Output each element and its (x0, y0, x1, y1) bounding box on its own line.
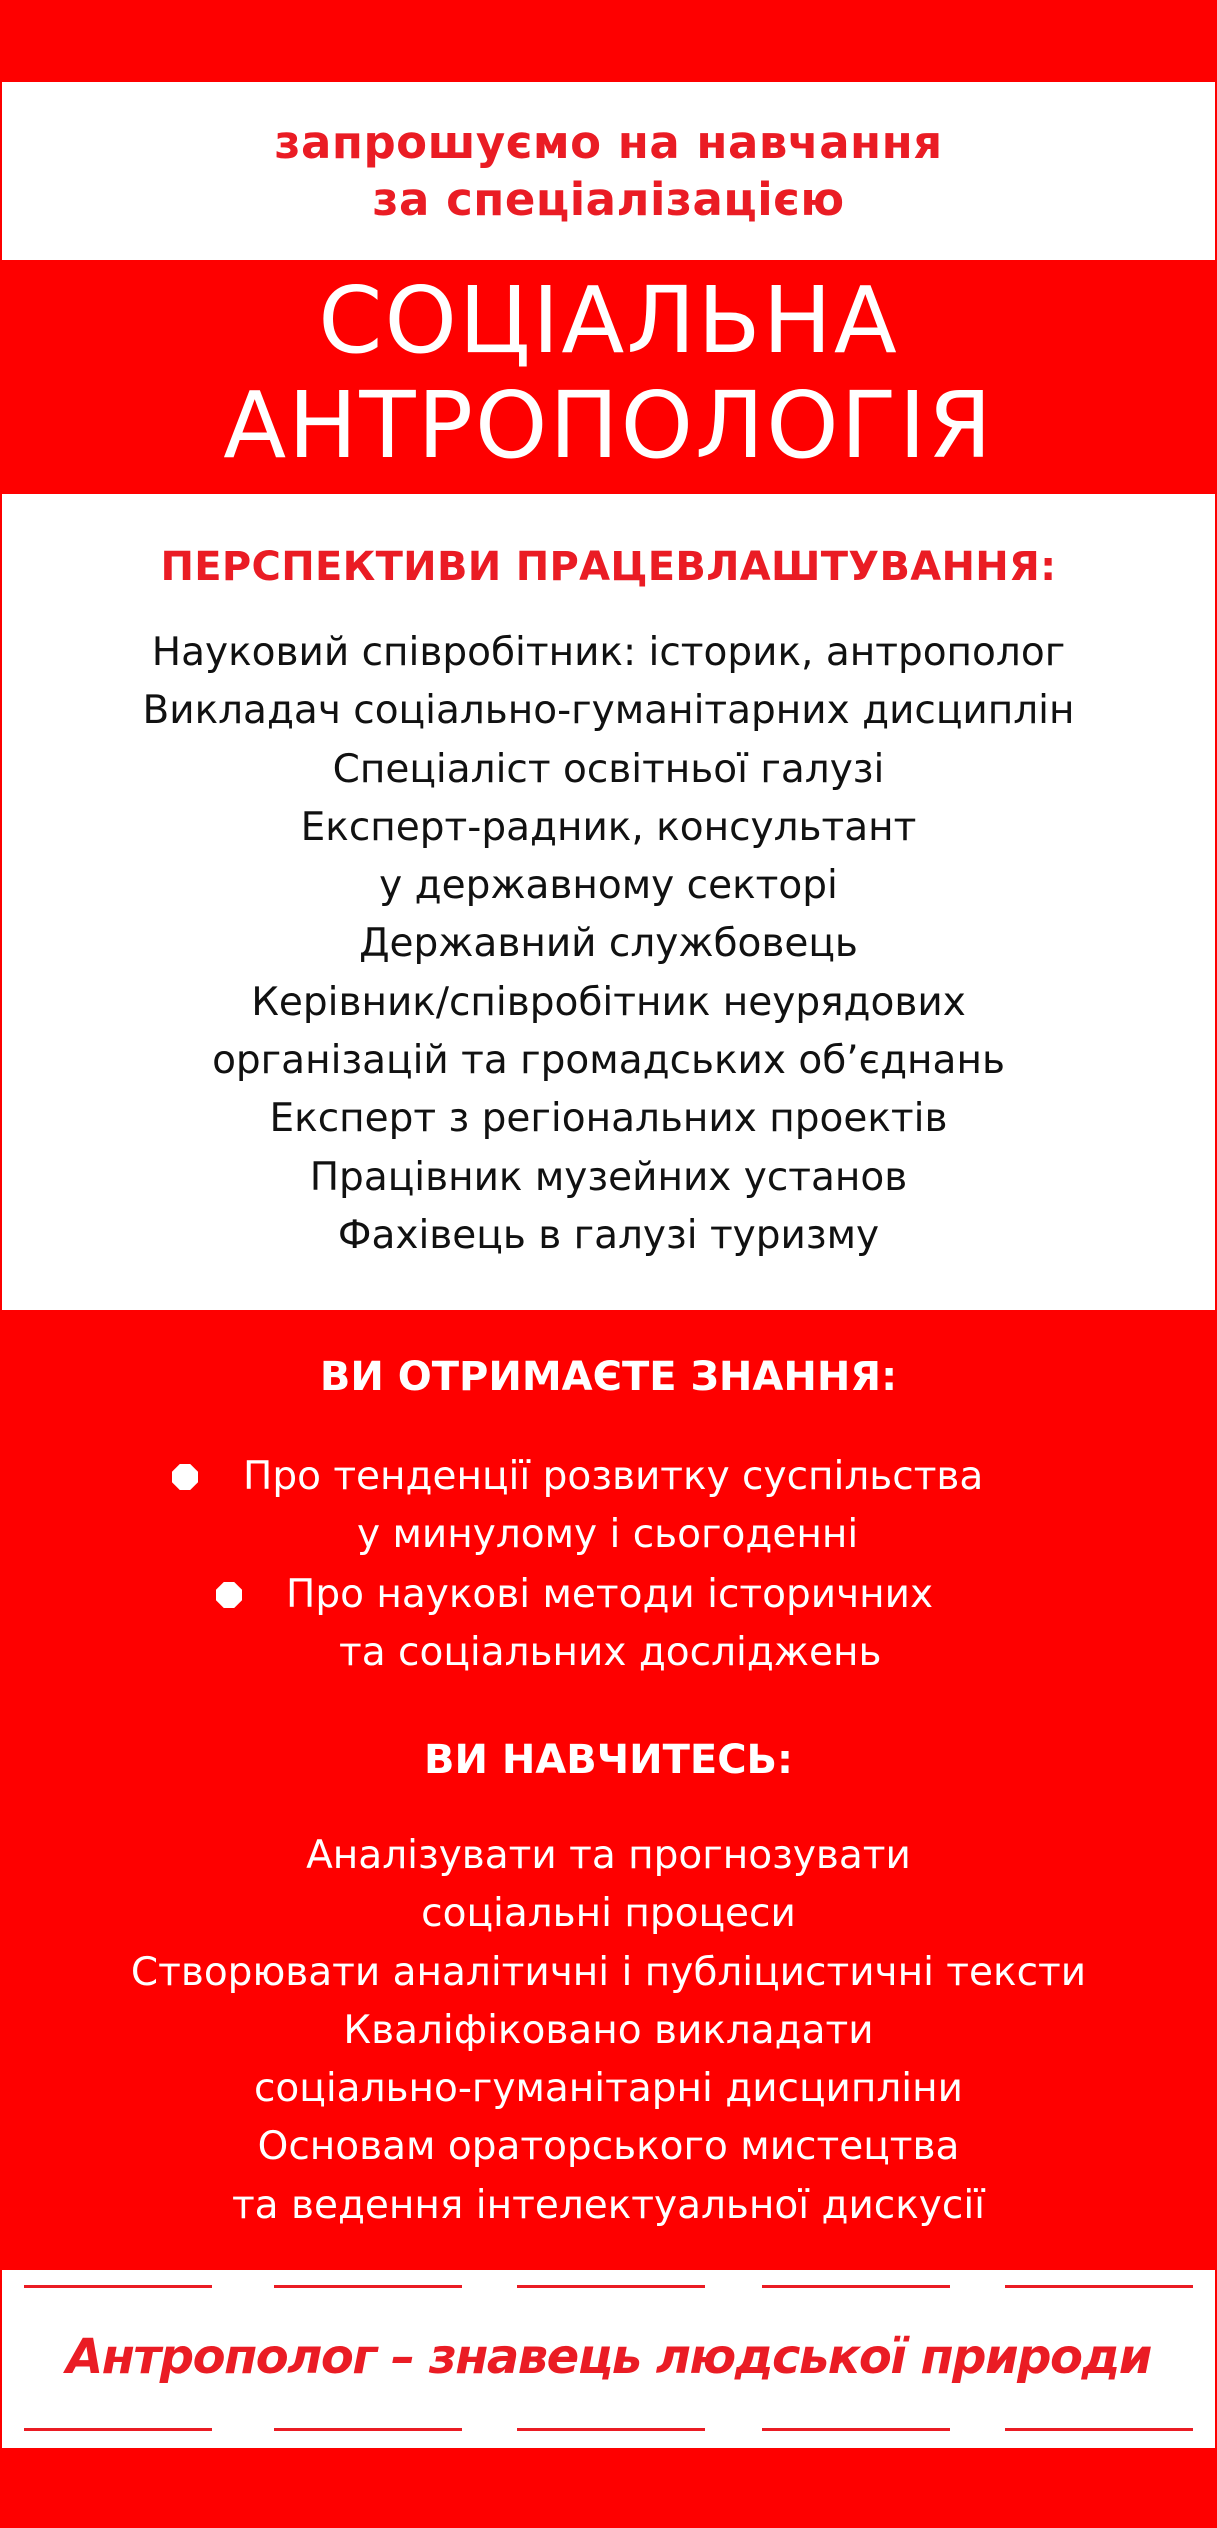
bottom-divider-dash (1005, 2428, 1193, 2431)
knowledge-item-line-2: та соціальних досліджень (339, 1630, 882, 1675)
bullet-icon (216, 1582, 242, 1608)
top-divider-dash (762, 2285, 950, 2288)
skill-line: соціально-гуманітарні дисципліни (253, 2066, 963, 2112)
knowledge-item-line-2: у минулому і сьогоденні (357, 1512, 859, 1557)
career-line: Експерт з регіональних проектів (269, 1096, 948, 1142)
bottom-divider-dash (762, 2428, 950, 2431)
skills-heading: ВИ НАВЧИТЕСЬ: (423, 1737, 794, 1783)
skill-line: Аналізувати та прогнозувати (306, 1833, 911, 1878)
bottom-divider-dash (24, 2428, 212, 2431)
careers-panel (2, 494, 1215, 1310)
knowledge-item-line-1: Про наукові методи історичних (286, 1572, 934, 1617)
bottom-divider-dash (517, 2428, 705, 2431)
careers-list (2, 624, 1215, 1265)
slogan: Антрополог – знавець людської природи (66, 2329, 1151, 2385)
skill-line: та ведення інтелектуальної дискусії (231, 2182, 986, 2228)
career-line: Державний службовець (359, 921, 858, 967)
skill-line: Кваліфіковано викладати (343, 2007, 874, 2053)
bottom-divider-dash (274, 2428, 462, 2431)
specialization-title (0, 268, 1217, 478)
career-line: Фахівець в галузі туризму (337, 1212, 880, 1258)
slogan-panel (2, 2270, 1215, 2448)
top-divider-dash (517, 2285, 705, 2288)
knowledge-heading: ВИ ОТРИМАЄТЕ ЗНАННЯ: (319, 1354, 898, 1400)
skills-list (0, 1827, 1217, 2235)
invite-line-2: за спеціалізацією (372, 173, 845, 226)
career-line: Спеціаліст освітньої галузі (332, 746, 885, 792)
invite-panel (2, 82, 1215, 260)
career-line: організацій та громадських об’єднань (212, 1038, 1005, 1084)
career-line: Експерт-радник, консультант (300, 804, 917, 850)
bullet-icon (172, 1464, 198, 1490)
skill-line: Основам ораторського мистецтва (257, 2124, 960, 2170)
skill-line: соціальні процеси (421, 1891, 796, 1937)
invite-line-1: запрошуємо на навчання (274, 116, 943, 169)
top-divider-dash (1005, 2285, 1193, 2288)
skill-line: Створювати аналітичні і публіцистичні тексти (130, 1949, 1087, 1995)
title-line-1: СОЦІАЛЬНА (318, 267, 899, 374)
career-line: Працівник музейних установ (309, 1154, 908, 1200)
career-line: Викладач соціально-гуманітарних дисциплін (142, 688, 1075, 734)
career-line: Керівник/співробітник неурядових (251, 979, 966, 1025)
top-divider-dash (24, 2285, 212, 2288)
knowledge-item-line-1: Про тенденції розвитку суспільства (243, 1454, 984, 1499)
top-divider-dash (274, 2285, 462, 2288)
title-line-2: АНТРОПОЛОГІЯ (223, 372, 994, 479)
career-line: у державному секторі (379, 863, 838, 909)
career-line: Науковий співробітник: історик, антрополог (151, 630, 1066, 675)
careers-heading: ПЕРСПЕКТИВИ ПРАЦЕВЛАШТУВАННЯ: (160, 544, 1057, 590)
